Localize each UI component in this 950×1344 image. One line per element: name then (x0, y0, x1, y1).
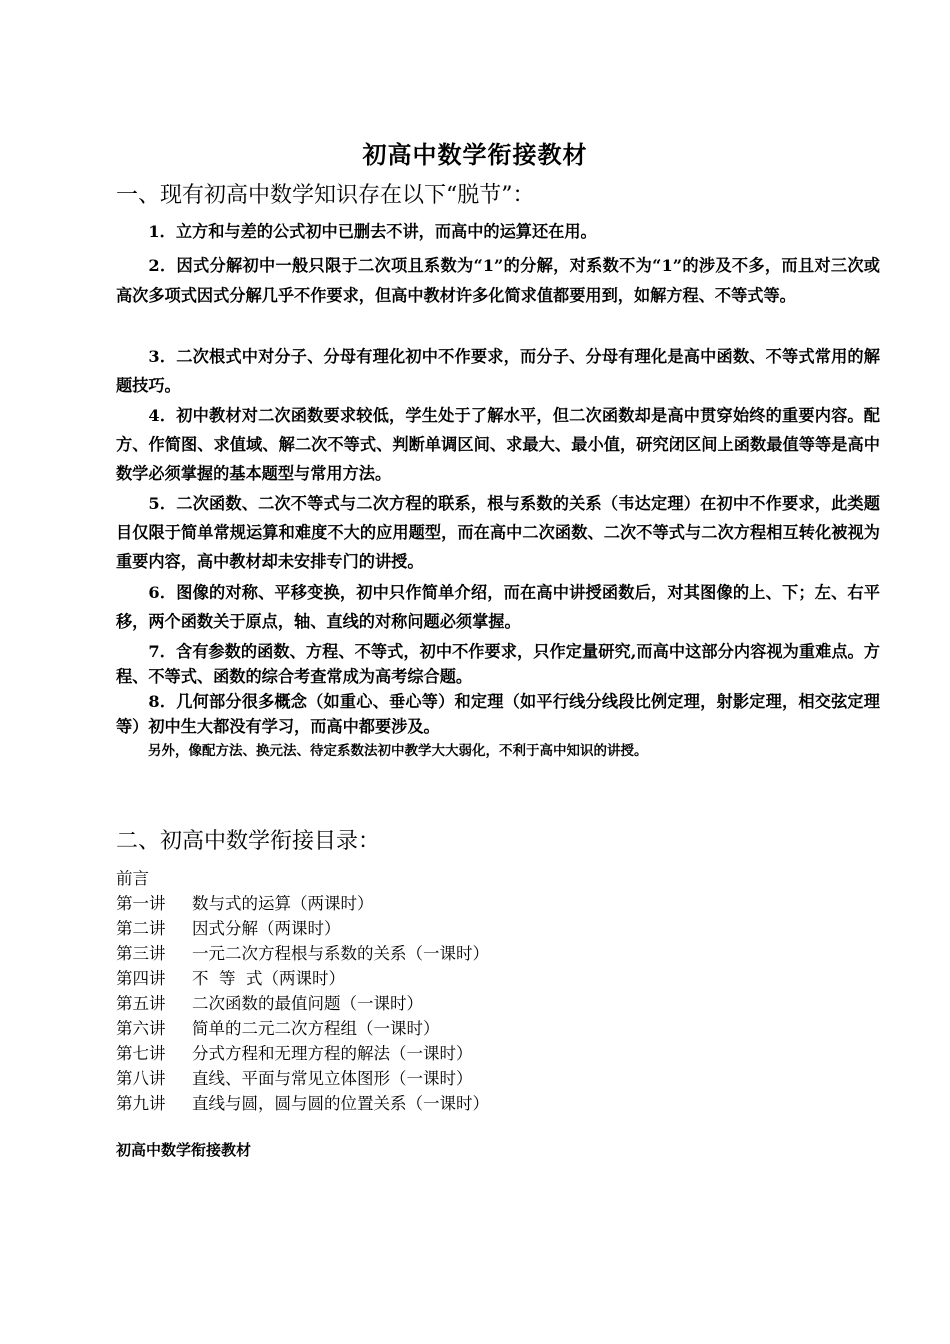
toc-item-topic: 简单的二元二次方程组（一课时） (192, 1019, 440, 1038)
document-title: 初高中数学衔接教材 (362, 140, 588, 169)
toc-item (116, 891, 489, 916)
toc-item (116, 916, 489, 941)
toc-item-topic: 一元二次方程根与系数的关系（一课时） (192, 944, 489, 963)
toc-item-label: 第八讲 (116, 1069, 166, 1088)
toc-item-label: 第三讲 (116, 944, 166, 963)
gap-item-7: 7．含有参数的函数、方程、不等式，初中不作要求，只作定量研究,而高中这部分内容视为重难点。方程、不等式、函数的综合考查常成为高考综合题。 (116, 642, 880, 686)
gap-item-1: 1．立方和与差的公式初中已删去不讲，而高中的运算还在用。 (148, 222, 597, 241)
toc-preface: 前言 (116, 869, 149, 888)
toc-item-topic: 因式分解（两课时） (192, 919, 341, 938)
toc-item-label: 第六讲 (116, 1019, 166, 1038)
toc-item (116, 991, 489, 1016)
toc-item-topic: 分式方程和无理方程的解法（一课时） (192, 1044, 473, 1063)
gap-item-5: 5．二次函数、二次不等式与二次方程的联系，根与系数的关系（韦达定理）在初中不作要求，此类题目仅限于简单常规运算和难度不大的应用题型，而在高中二次函数、二次不等式与二次方程相互转化被视为重要内容，高中教材却未安排专门的讲授。 (116, 494, 880, 571)
gap-item-8: 8．几何部分很多概念（如重心、垂心等）和定理（如平行线分线段比例定理，射影定理，相交弦定理等）初中生大都没有学习，而高中都要涉及。 (116, 692, 880, 736)
toc-item-topic: 不 等 式（两课时） (192, 969, 345, 988)
table-of-contents (116, 866, 489, 1116)
toc-item-topic: 直线与圆，圆与圆的位置关系（一课时） (192, 1094, 489, 1113)
toc-item-label: 第五讲 (116, 994, 166, 1013)
toc-item-topic: 数与式的运算（两课时） (192, 894, 374, 913)
toc-item-topic: 二次函数的最值问题（一课时） (192, 994, 423, 1013)
toc-item-label: 第九讲 (116, 1094, 166, 1113)
toc-item-label: 第二讲 (116, 919, 166, 938)
gap-item-4: 4．初中教材对二次函数要求较低，学生处于了解水平，但二次函数却是高中贯穿始终的重要内容。配方、作简图、求值域、解二次不等式、判断单调区间、求最大、最小值，研究闭区间上函数最值等等是高中数学必须掌握的基本题型与常用方法。 (116, 406, 880, 483)
gap-item-3: 3．二次根式中对分子、分母有理化初中不作要求，而分子、分母有理化是高中函数、不等式常用的解题技巧。 (116, 347, 880, 395)
toc-item (116, 1016, 489, 1041)
toc-item-topic: 直线、平面与常见立体图形（一课时） (192, 1069, 473, 1088)
footer-title: 初高中数学衔接教材 (116, 1141, 252, 1159)
toc-item (116, 1066, 489, 1091)
toc-item (116, 1041, 489, 1066)
section2-heading: 二、初高中数学衔接目录： (116, 829, 381, 854)
toc-item-label: 第七讲 (116, 1044, 166, 1063)
toc-item (116, 941, 489, 966)
toc-item (116, 1091, 489, 1116)
gap-item-6: 6．图像的对称、平移变换，初中只作简单介绍，而在高中讲授函数后，对其图像的上、下；左、右平移，两个函数关于原点，轴、直线的对称问题必须掌握。 (116, 583, 880, 631)
toc-item (116, 966, 489, 991)
gap-item-2: 2．因式分解初中一般只限于二次项且系数为“1”的分解，对系数不为“1”的涉及不多，而且对三次或高次多项式因式分解几乎不作要求，但高中教材许多化简求值都要用到，如解方程、不等式等。 (116, 256, 880, 305)
toc-item-label: 第四讲 (116, 969, 166, 988)
section1-note: 另外，像配方法、换元法、待定系数法初中教学大大弱化，不利于高中知识的讲授。 (148, 743, 648, 759)
section1-heading: 一、现有初高中数学知识存在以下“脱节”： (116, 183, 535, 208)
toc-item-label: 第一讲 (116, 894, 166, 913)
